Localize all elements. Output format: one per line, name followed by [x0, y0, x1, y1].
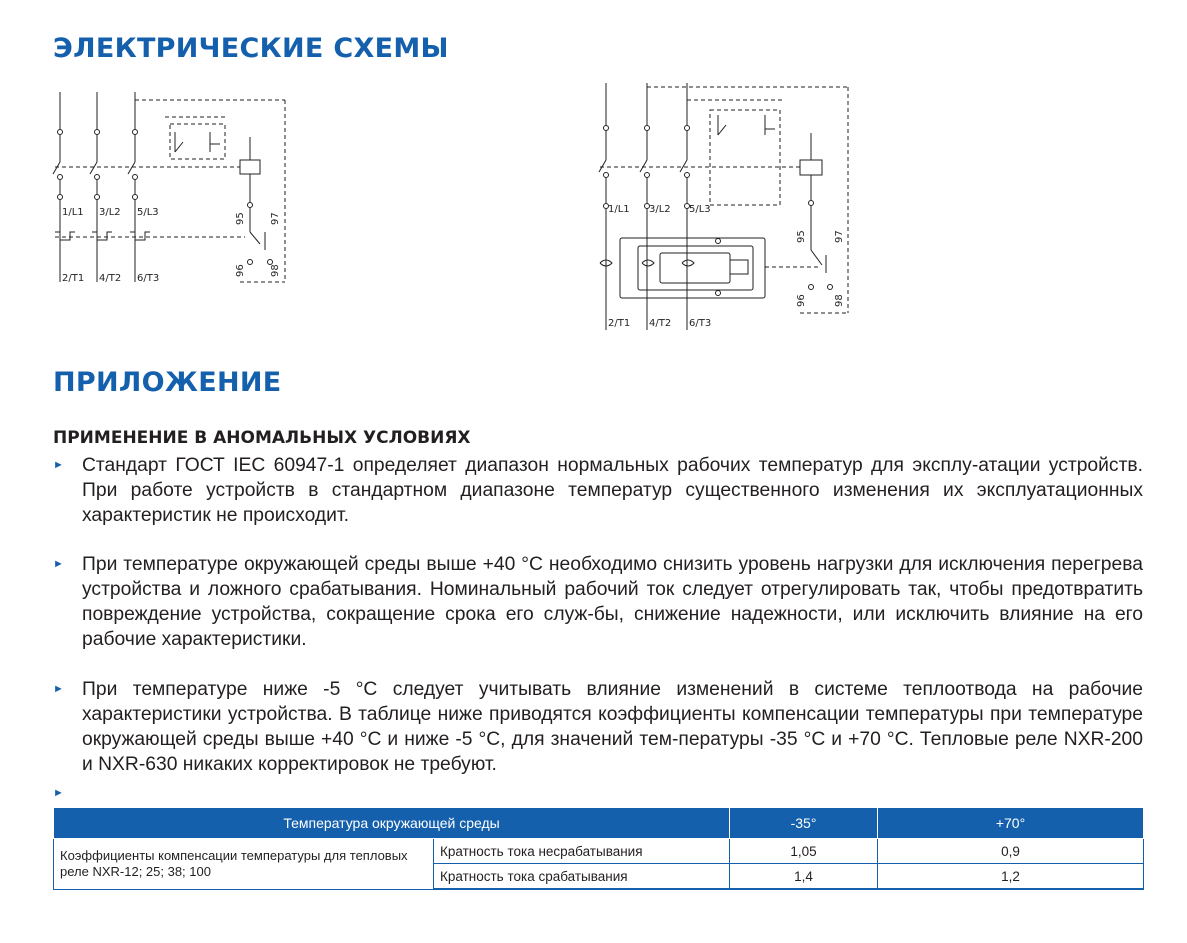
terminal-label: 2/T1 [62, 273, 85, 284]
contact-label: 97 [270, 212, 281, 225]
subheading-abnormal-conditions: ПРИМЕНЕНИЕ В АНОМАЛЬНЫХ УСЛОВИЯХ [53, 428, 471, 448]
line-label: 3/L2 [649, 204, 671, 215]
paragraph [53, 453, 1143, 528]
table-row [54, 839, 1144, 864]
paragraph-text: При температуре окружающей среды выше +40 °С необходимо снизить уровень нагрузки для исключения перегрева устройства и ложного срабатывания. Номинальный рабочий ток следует отрегулировать так, чтобы предотвратить повреждение устройства, сокращение срока его служ-бы, снижение надежности, или исключить влияние на его рабочие характеристики. [82, 554, 1143, 650]
line-label: 1/L1 [608, 204, 630, 215]
paragraph-text: При температуре ниже -5 °С следует учитывать влияние изменений в системе теплоотвода на рабочие характеристики устройства. В таблице ниже приводятся коэффициенты компенсации температуры при температуре окружающей среды выше +40 °С и ниже -5 °С, для значений тем-пературы -35 °С и +70 °С. Тепловые реле NXR-200 и NXR-630 никаких корректировок не требуют. [82, 679, 1143, 775]
line-label: 1/L1 [62, 207, 84, 218]
contact-label: 98 [270, 264, 281, 277]
row-label: Кратность тока несрабатывания [434, 839, 730, 864]
cell-value: 1,4 [730, 864, 878, 890]
cell-value: 1,05 [730, 839, 878, 864]
bullet-icon: ► [53, 558, 64, 570]
cell-value: 1,2 [878, 864, 1144, 890]
empty-bullet [53, 781, 1143, 801]
contact-label: 96 [796, 294, 807, 307]
row-label: Кратность тока срабатывания [434, 864, 730, 890]
header-temperature: Температура окружающей среды [54, 808, 730, 839]
terminal-label: 6/T3 [689, 318, 712, 329]
paragraph [53, 552, 1143, 652]
schematic-diagram-basic [45, 82, 305, 297]
section-title-application: ПРИЛОЖЕНИЕ [53, 367, 282, 398]
terminal-label: 6/T3 [137, 273, 160, 284]
terminal-label: 4/T2 [649, 318, 672, 329]
paragraph-text: Стандарт ГОСТ IEC 60947-1 определяет диапазон нормальных рабочих температур для эксплу-атации устройств. При работе устройств в стандартном диапазоне температур существенного изменения их эксплуатационных характеристик не происходит. [82, 455, 1143, 526]
contact-label: 95 [235, 212, 246, 225]
bullet-icon: ► [53, 459, 64, 471]
bullet-icon: ► [53, 787, 64, 799]
row-group-label: Коэффициенты компенсации температуры для тепловых реле NXR-12; 25; 38; 100 [54, 839, 434, 890]
contact-label: 97 [834, 230, 845, 243]
terminal-label: 4/T2 [99, 273, 122, 284]
contact-label: 95 [796, 230, 807, 243]
terminal-label: 2/T1 [608, 318, 631, 329]
compensation-table [53, 807, 1144, 890]
schematic-diagram-with-thermal-relay [590, 75, 865, 337]
line-label: 3/L2 [99, 207, 121, 218]
header-plus-70: +70° [878, 808, 1144, 839]
contact-label: 98 [834, 294, 845, 307]
line-label: 5/L3 [137, 207, 159, 218]
contact-label: 96 [235, 264, 246, 277]
line-label: 5/L3 [689, 204, 711, 215]
header-minus-35: -35° [730, 808, 878, 839]
paragraph [53, 677, 1143, 777]
cell-value: 0,9 [878, 839, 1144, 864]
bullet-icon: ► [53, 683, 64, 695]
section-title-electrical-schemes: ЭЛЕКТРИЧЕСКИЕ СХЕМЫ [53, 33, 449, 64]
table-header-row [54, 808, 1144, 839]
